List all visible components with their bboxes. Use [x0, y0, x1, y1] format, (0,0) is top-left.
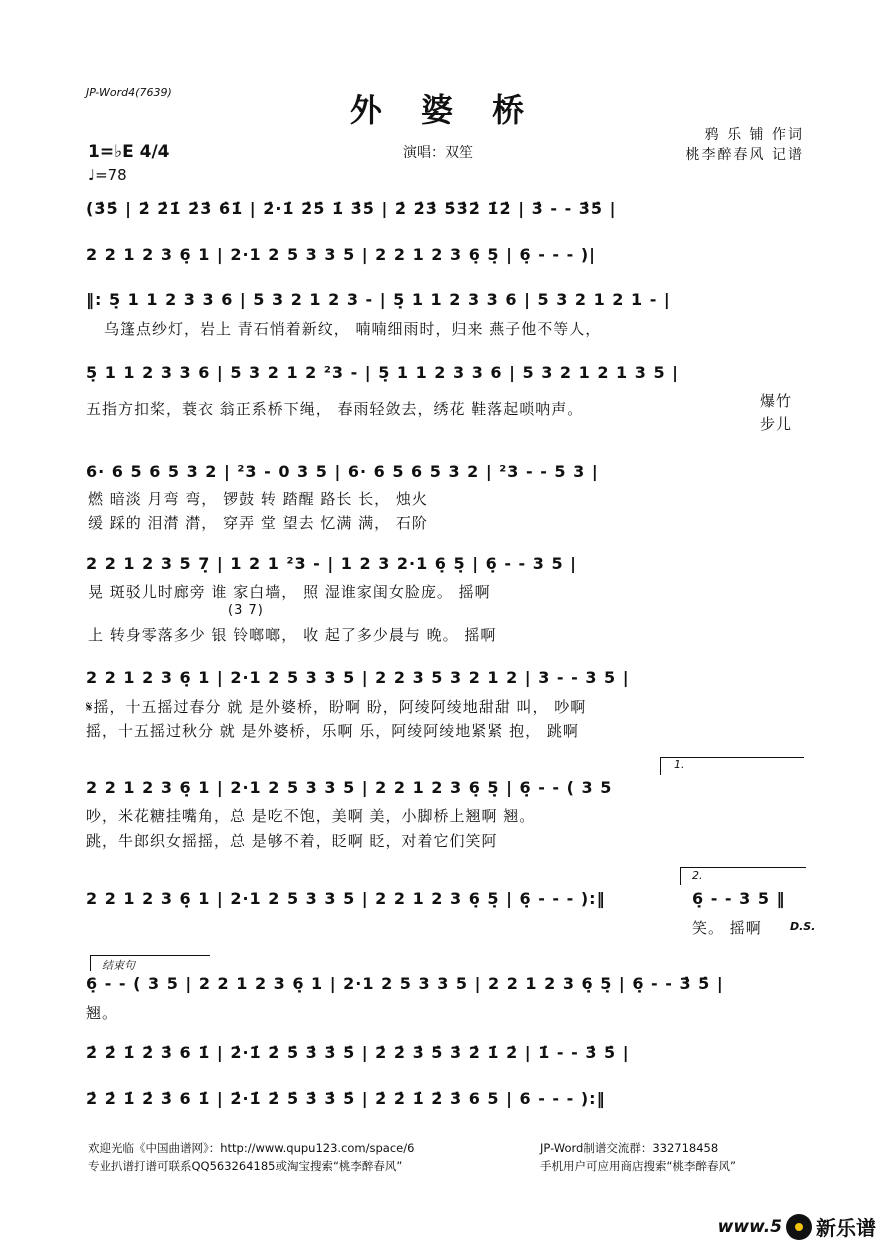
footer-app: 手机用户可应用商店搜索“桃李醉春风” — [540, 1159, 736, 1173]
score-row-8: 2 2 1 2 3 6̣ 1 | 2·1 2 5 3 3 5 | 2 2 1 2 3 6̣ 5̣ | 6̣ - - ( 3 5 — [86, 778, 613, 797]
record-disc-icon — [786, 1214, 812, 1240]
transcriber-credit: 桃李醉春风 记谱 — [685, 147, 804, 163]
score-row-7: 2 2 1 2 3 6̣ 1 | 2·1 2 5 3 3 5 | 2 2 3 5 3 2 1 2 | 3 - - 3 5 | — [86, 668, 630, 687]
lyricist-credit: 鸦 乐 铺 作词 — [704, 127, 804, 143]
volta-2-label: 2. — [692, 869, 703, 882]
site-logo — [718, 1212, 876, 1241]
score-row-10: 6̣ - - ( 3 5 | 2 2 1 2 3 6̣ 1 | 2·1 2 5 3 3 5 | 2 2 1 2 3 6̣ 5̣ | 6̣ - - 3̇ 5̇ | — [86, 974, 724, 993]
lyric-row-4-alt1: 爆竹 — [760, 392, 793, 410]
score-row-3: ‖: 5̣ 1 1 2 3 3 6 | 5 3 2 1 2 3 - | 5̣ 1 1 2 3 3 6 | 5 3 2 1 2 1 - | — [86, 290, 671, 309]
footer-group: JP-Word制谱交流群：332718458 — [540, 1141, 719, 1155]
score-row-9: 2 2 1 2 3 6̣ 1 | 2·1 2 5 3 3 5 | 2 2 1 2 3 6̣ 5̣ | 6̣ - - - ):‖ — [86, 889, 606, 908]
lyric-row-10: 翘。 — [86, 1004, 119, 1022]
footer-contact: 专业扒谱打谱可联系QQ563264185或淘宝搜索“桃李醉春风” — [88, 1159, 403, 1173]
software-tag: JP-Word4(7639) — [86, 86, 172, 99]
volta-1-label: 1. — [674, 758, 685, 771]
key-signature: 1=♭E 4/4 — [88, 142, 170, 162]
footer-website: 欢迎光临《中国曲谱网》：http://www.qupu123.com/space/6 — [88, 1141, 415, 1155]
lyric-row-5-v1: 燃 暗淡 月弯 弯， 锣鼓 转 踏醒 路长 长， 烛火 — [88, 490, 428, 508]
score-row-2: 2 2 1 2 3 6̣ 1 | 2·1 2 5 3 3 5 | 2 2 1 2 3 6̣ 5̣ | 6̣ - - - )| — [86, 245, 597, 264]
score-row-6: 2 2 1 2 3 5 7̣ | 1 2 1 ²3 - | 1 2 3 2·1 6̣ 5̣ | 6̣ - - 3 5 | — [86, 554, 577, 573]
lyric-row-5-v2: 缓 踩的 泪潸 潸， 穿弄 堂 望去 忆满 满， 石阶 — [88, 514, 428, 532]
score-row-4: 5̣ 1 1 2 3 3 6 | 5 3 2 1 2 ²3 - | 5̣ 1 1 2 3 3 6 | 5 3 2 1 2 1 3 5 | — [86, 363, 679, 382]
song-title: 外 婆 桥 — [349, 91, 539, 129]
lyric-row-4: 五指方扣桨，蓑衣 翁正系桥下绳， 春雨轻敛去，绣花 鞋落起唢呐声。 — [86, 400, 584, 418]
logo-name: 新乐谱 — [816, 1216, 876, 1240]
lyric-row-4-alt2: 步儿 — [760, 415, 793, 433]
lyric-row-6-alt-notes: (3 7) — [228, 603, 264, 618]
lyric-row-7-v1: 𝄋摇，十五摇过春分 就 是外婆桥，盼啊 盼，阿绫阿绫地甜甜 叫， 吵啊 — [86, 698, 587, 716]
score-row-5: 6· 6 5 6 5 3 2 | ²3 - 0 3 5 | 6· 6 5 6 5 3 2 | ²3 - - 5 3 | — [86, 462, 599, 481]
score-row-11: 2̇ 2̇ 1̇ 2̇ 3̇ 6 1̇ | 2̇·1̇ 2̇ 5̇ 3̇ 3̇ 5̇ | 2̇ 2̇ 3̇ 5̇ 3̇ 2̇ 1̇ 2̇ | 1̇ - - 3̇ 5̇ | — [86, 1043, 630, 1062]
score-row-1: (3̇5̇ | 2̇ 2̇1̇ 2̇3̇ 6̇1̇ | 2̇·1̇ 2̇5̇ 1̇ 3̇5̇ | 2̇ 2̇3̇ 5̇3̇2̇ 1̇2̇ | 3̇ - - 3̇5̇ | — [86, 199, 617, 218]
score-row-12: 2̇ 2̇ 1̇ 2̇ 3̇ 6 1̇ | 2̇·1̇ 2̇ 5̇ 3̇ 3̇ 5̇ | 2̇ 2̇ 1̇ 2̇ 3̇ 6 5 | 6 - - - ):‖ — [86, 1089, 606, 1108]
lyric-row-3: 乌篷点纱灯，岩上 青石悄着新纹， 喃喃细雨时，归来 燕子他不等人， — [104, 320, 602, 338]
ds-marking: D.S. — [790, 920, 816, 933]
score-row-9-volta2: 6̣ - - 3 5 ‖ — [692, 889, 786, 908]
tempo-mark: ♩=78 — [88, 166, 127, 184]
singer-credit: 演唱：双笙 — [403, 145, 473, 161]
lyric-row-6-v1: 晃 斑驳儿时廊旁 谁 家白墙， 照 湿谁家闺女脸庞。 摇啊 — [88, 583, 491, 601]
logo-url: www.5 — [717, 1216, 782, 1237]
lyric-row-8-v2: 跳，牛郎织女摇摇，总 是够不着，眨啊 眨，对着它们笑阿 — [86, 832, 498, 850]
lyric-row-6-v2: 上 转身零落多少 银 铃啷啷， 收 起了多少晨与 晚。 摇啊 — [88, 626, 497, 644]
ending-label: 结束句 — [102, 959, 135, 972]
lyric-row-7-v2: 摇，十五摇过秋分 就 是外婆桥，乐啊 乐，阿绫阿绫地紧紧 抱， 跳啊 — [86, 722, 579, 740]
lyric-row-9: 笑。 摇啊 — [692, 919, 762, 937]
lyric-row-8-v1: 吵，米花糖挂嘴角，总 是吃不饱，美啊 美，小脚桥上翘啊 翘。 — [86, 807, 536, 825]
